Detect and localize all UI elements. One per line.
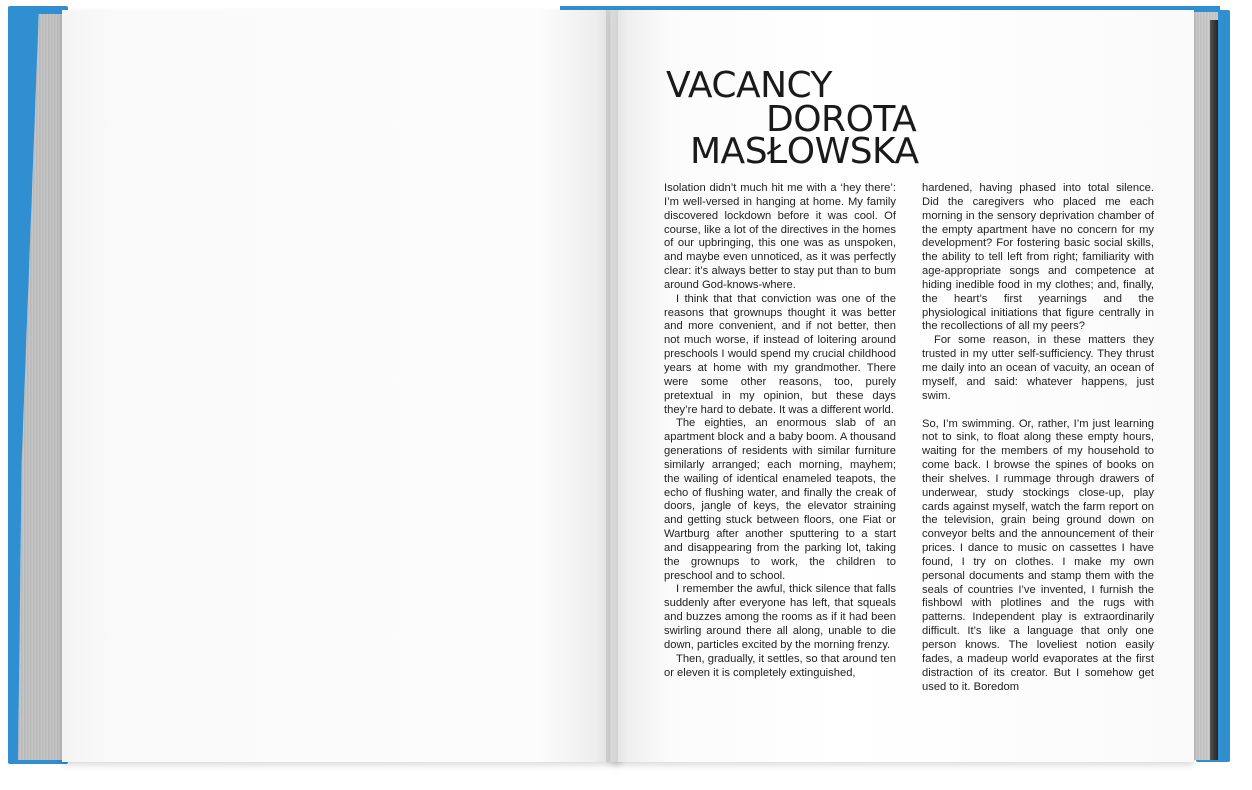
page-block-right-shadow [1210, 20, 1218, 760]
text-column-right [922, 182, 1154, 694]
paragraph: For some reason, in these matters they trusted in my utter self-sufficiency. They thrust me daily into an ocean of vacuity, an ocean of myself, and said: whatever happens, just swim. [922, 334, 1154, 402]
paragraph: I think that that conviction was one of the reasons that grownups thought it was better and more convenient, and if not better, then not much worse, if instead of loitering around preschools I would spend my crucial childhood years at home with my grandmother. There were some other reasons, too, purely pretextual in my opinion, but these days they’re hard to debate. It was a different world. [664, 292, 896, 416]
paragraph: hardened, having phased into total silence. Did the caregivers who placed me each morning in the sensory deprivation chamber of the empty apartment have no concern for my development? For fostering basic social skills, the ability to tell left from right; familiarity with age-appropriate songs and competence at hiding inedible food in my clothes; and, finally, the heart’s first yearnings and the physiological initiations that figure centrally in the recollections of all my peers? [922, 182, 1154, 333]
paragraph: So, I’m swimming. Or, rather, I’m just learning not to sink, to float along these empty hours, waiting for the members of my household to come back. I browse the spines of books on their shelves. I rummage through drawers of underwear, study stockings close-up, play cards against myself, watch the farm report on the television, grain being ground down on conveyor belts and the announcement of their prices. I dance to music on cassettes I have found, I try on clothes. I make my own personal documents and stamp them with the seals of countries I’ve invented, I furnish the fishbowl with plotlines and the rugs with patterns. Independent play is extraordinarily difficult. It’s like a language that only one person knows. The loveliest notion easily fades, a madeup world evaporates at the first distraction of its creator. But I somehow get used to it. Boredom [922, 417, 1154, 693]
title-line-vacancy: VACANCY [666, 65, 833, 106]
text-column-left [664, 182, 896, 680]
book-gutter [606, 10, 618, 762]
title-line-author-last: MASŁOWSKA [690, 131, 919, 172]
paragraph: I remember the awful, thick silence that falls suddenly after everyone has left, that squeals and buzzes among the rooms as if it had been swirling around there all along, unable to die down, particles excited by the morning frenzy. [664, 583, 896, 651]
right-page [610, 10, 1194, 762]
left-page-blank [62, 10, 622, 762]
paragraph: Then, gradually, it settles, so that around ten or eleven it is completely extinguished, [664, 652, 896, 679]
paragraph: Isolation didn’t much hit me with a ‘hey there’: I’m well-versed in hanging at home. My family discovered lockdown before it was cool. Of course, like a lot of the directives in the homes of our upbringing, this one was as unspoken, and maybe even unnoticed, as it was perfectly clear: it’s always better to stay put than to bum around God-knows-where. [664, 182, 896, 291]
paragraph: The eighties, an enormous slab of an apartment block and a baby boom. A thousand generations of residents with similar furniture similarly arranged; each morning, mayhem; the wailing of identical enameled teapots, the echo of flushing water, and finally the creak of doors, jangle of keys, the elevator straining and getting stuck between floors, one Fiat or Wartburg after another sputtering to a start and disappearing from the parking lot, taking the grownups to work, the children to preschool and to school. [664, 417, 896, 582]
title-line-author-first: DOROTA [766, 99, 917, 140]
